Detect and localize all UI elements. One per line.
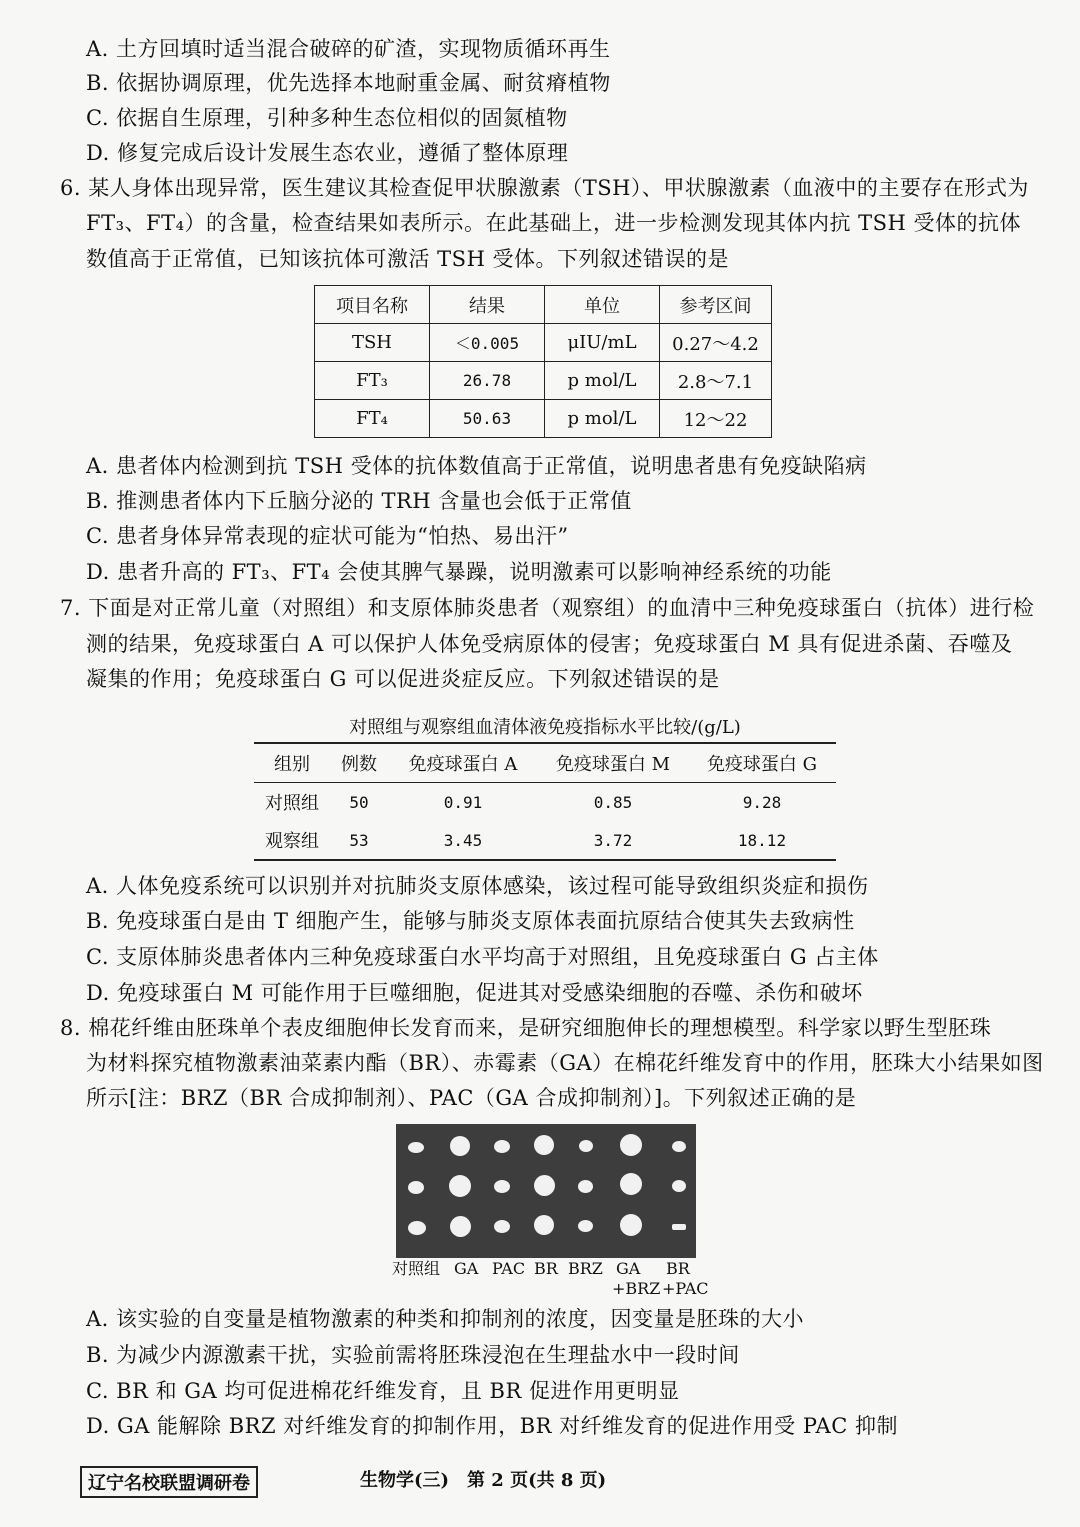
table-header-cell: 免疫球蛋白 G	[688, 743, 836, 783]
ovule-dot	[672, 1180, 686, 1192]
figure-label: +BRZ	[612, 1279, 661, 1298]
figure-label: GA	[454, 1259, 479, 1278]
q8-stem-line1: 8. 棉花纤维由胚珠单个表皮细胞伸长发育而来，是研究细胞伸长的理想模型。科学家以野生型胚珠	[60, 1016, 992, 1040]
table-cell: p mol/L	[545, 362, 660, 400]
ovule-dot	[494, 1180, 510, 1193]
q7-stem-line1: 7. 下面是对正常儿童（对照组）和支原体肺炎患者（观察组）的血清中三种免疫球蛋白（抗体）进行检	[60, 596, 1035, 620]
q7-option-a: A. 人体免疫系统可以识别并对抗肺炎支原体感染，该过程可能导致组织炎症和损伤	[86, 874, 869, 898]
q6-results-table	[314, 285, 772, 438]
q7-option-c: C. 支原体肺炎患者体内三种免疫球蛋白水平均高于对照组，且免疫球蛋白 G 占主体	[86, 945, 879, 969]
q8-option-a: A. 该实验的自变量是植物激素的种类和抑制剂的浓度，因变量是胚珠的大小	[86, 1307, 805, 1331]
table-header-cell: 结果	[430, 286, 545, 324]
ovule-dot	[408, 1221, 426, 1235]
table-cell: 2.8～7.1	[660, 362, 772, 400]
q6-option-a: A. 患者体内检测到抗 TSH 受体的抗体数值高于正常值，说明患者患有免疫缺陷病	[86, 454, 867, 478]
table-header-cell: 免疫球蛋白 A	[388, 743, 538, 783]
table-cell: 12～22	[660, 400, 772, 438]
table-cell: 50	[349, 792, 369, 812]
table-cell: μIU/mL	[545, 324, 660, 362]
table-header-cell: 项目名称	[315, 286, 430, 324]
q6-option-c: C. 患者身体异常表现的症状可能为“怕热、易出汗”	[86, 524, 569, 548]
ovule-dot	[534, 1135, 554, 1155]
q7-immunoglobulin-table	[254, 742, 836, 861]
figure-label: 对照组	[392, 1259, 441, 1278]
ovule-dot	[672, 1141, 686, 1152]
table-cell: 0.91	[443, 792, 483, 812]
table-cell: p mol/L	[545, 400, 660, 438]
ovule-dot	[534, 1215, 554, 1235]
table-cell: 观察组	[254, 821, 330, 860]
figure-label: GA	[616, 1259, 641, 1278]
table-header-cell: 免疫球蛋白 M	[538, 743, 688, 783]
ovule-dot	[578, 1220, 593, 1232]
table-row	[315, 362, 772, 400]
q8-option-c: C. BR 和 GA 均可促进棉花纤维发育，且 BR 促进作用更明显	[86, 1379, 680, 1403]
ovule-dot	[620, 1173, 642, 1195]
table-header-cell: 组别	[254, 743, 330, 783]
figure-label: BR	[666, 1259, 690, 1278]
table-cell: 0.27～4.2	[660, 324, 772, 362]
table-header-cell: 单位	[545, 286, 660, 324]
ovule-dot	[620, 1134, 642, 1156]
ovule-dot	[494, 1220, 510, 1233]
q6-stem-line1: 6. 某人身体出现异常，医生建议其检查促甲状腺激素（TSH）、甲状腺激素（血液中的主要存在形式为	[60, 176, 1029, 200]
q6-option-b: B. 推测患者体内下丘脑分泌的 TRH 含量也会低于正常值	[86, 489, 632, 513]
table-cell: ＜0.005	[430, 324, 545, 362]
q5-option-d: D. 修复完成后设计发展生态农业，遵循了整体原理	[86, 141, 569, 165]
q8-stem-line2: 为材料探究植物激素油菜素内酯（BR）、赤霉素（GA）在棉花纤维发育中的作用，胚珠大小结果如图	[86, 1051, 1044, 1075]
table-cell: 18.12	[688, 821, 836, 860]
q8-option-b: B. 为减少内源激素干扰，实验前需将胚珠浸泡在生理盐水中一段时间	[86, 1343, 740, 1367]
ovule-dot	[579, 1140, 593, 1152]
table-row	[315, 400, 772, 438]
table-cell: 3.72	[538, 821, 688, 860]
figure-label: BR	[534, 1259, 558, 1278]
table-row	[315, 324, 772, 362]
table-cell: FT₃	[315, 362, 430, 400]
table-cell: 3.45	[388, 821, 538, 860]
q5-option-b: B. 依据协调原理，优先选择本地耐重金属、耐贫瘠植物	[86, 71, 611, 95]
footer-publisher: 辽宁名校联盟调研卷	[80, 1466, 258, 1498]
q6-stem-line2: FT₃、FT₄）的含量，检查结果如表所示。在此基础上，进一步检测发现其体内抗 TSH 受体的抗体	[86, 211, 1022, 235]
ovule-dot	[534, 1175, 555, 1196]
table-header-row	[315, 286, 772, 324]
footer-page-number: 生物学(三) 第 2 页(共 8 页)	[360, 1470, 607, 1491]
q7-option-b: B. 免疫球蛋白是由 T 细胞产生，能够与肺炎支原体表面抗原结合使其失去致病性	[86, 909, 855, 933]
table-row	[254, 783, 836, 822]
q5-option-c: C. 依据自生原理，引种多种生态位相似的固氮植物	[86, 106, 568, 130]
ovule-dot	[450, 1136, 470, 1156]
figure-label: PAC	[492, 1259, 526, 1278]
ovule-dot	[672, 1224, 686, 1230]
table-cell: 9.28	[742, 792, 782, 812]
table-cell: 对照组	[265, 793, 319, 814]
q5-option-a: A. 土方回填时适当混合破碎的矿渣，实现物质循环再生	[86, 37, 611, 61]
ovule-dot	[408, 1142, 424, 1153]
ovule-photo-figure	[396, 1124, 696, 1258]
table-row	[254, 821, 836, 860]
ovule-dot	[449, 1175, 471, 1197]
q6-stem-line3: 数值高于正常值，已知该抗体可激活 TSH 受体。下列叙述错误的是	[86, 247, 730, 271]
ovule-dot	[620, 1214, 642, 1236]
table-cell: 53	[330, 821, 388, 860]
table-cell: 50.63	[430, 400, 545, 438]
figure-label: BRZ	[568, 1259, 603, 1278]
ovule-dot	[450, 1216, 471, 1237]
table-cell: TSH	[315, 324, 430, 362]
table-cell: FT₄	[315, 400, 430, 438]
table-cell: 26.78	[430, 362, 545, 400]
table-header-cell: 参考区间	[660, 286, 772, 324]
q8-option-d: D. GA 能解除 BRZ 对纤维发育的抑制作用，BR 对纤维发育的促进作用受 PAC 抑制	[86, 1414, 898, 1438]
table-cell: 0.85	[593, 792, 633, 812]
ovule-dot	[408, 1181, 424, 1194]
q7-option-d: D. 免疫球蛋白 M 可能作用于巨噬细胞，促进其对受感染细胞的吞噬、杀伤和破坏	[86, 981, 863, 1005]
q7-table-caption: 对照组与观察组血清体液免疫指标水平比较/(g/L)	[349, 717, 741, 738]
q8-stem-line3: 所示[注：BRZ（BR 合成抑制剂）、PAC（GA 合成抑制剂）]。下列叙述正确的是	[86, 1086, 857, 1110]
table-header-row	[254, 743, 836, 783]
figure-label: +PAC	[662, 1279, 709, 1298]
ovule-dot	[494, 1140, 510, 1153]
q7-stem-line3: 凝集的作用；免疫球蛋白 G 可以促进炎症反应。下列叙述错误的是	[86, 667, 720, 691]
ovule-dot	[578, 1180, 593, 1193]
q7-stem-line2: 测的结果，免疫球蛋白 A 可以保护人体免受病原体的侵害；免疫球蛋白 M 具有促进杀菌、吞噬及	[86, 632, 1013, 656]
q6-option-d: D. 患者升高的 FT₃、FT₄ 会使其脾气暴躁，说明激素可以影响神经系统的功能	[86, 560, 832, 584]
table-header-cell: 例数	[330, 743, 388, 783]
